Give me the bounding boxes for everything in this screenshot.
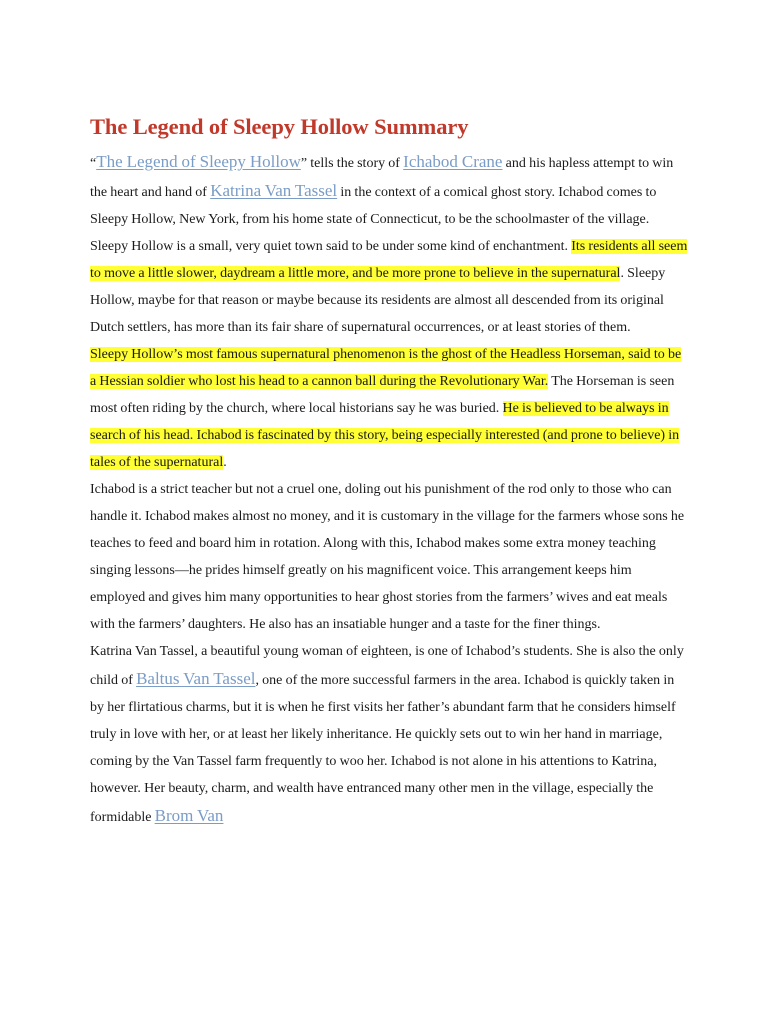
text: . xyxy=(223,455,227,470)
link-ichabod-crane[interactable]: Ichabod Crane xyxy=(403,152,503,171)
text: in the context of a comical ghost story. Ichabod comes to Sleepy Hollow, New York, from his home state of Connecticut, to be the schoolmaster of the village. Sleepy Hollow is a small, very quiet town said to be under some kind of enchantment. xyxy=(90,185,657,254)
link-legend-of-sleepy-hollow[interactable]: The Legend of Sleepy Hollow xyxy=(96,152,301,171)
text: and his hapless attempt to win the heart and hand of xyxy=(90,156,674,200)
highlighted-text: Its residents all seem to move a little slower, daydream a little more, and be more prone to believe in the supernatural xyxy=(90,239,688,281)
open-quote: “ xyxy=(90,156,97,171)
paragraph-1 xyxy=(90,148,690,341)
text: The Horseman is seen most often riding by the church, where local historians say he was buried. xyxy=(90,374,675,416)
text: . Sleepy Hollow, maybe for that reason or maybe because its residents are almost all descended from its original Dutch settlers, has more than its fair share of supernatural occurrences, or at least stories of them. xyxy=(90,266,666,335)
paragraph-2 xyxy=(90,341,690,476)
document-page xyxy=(90,110,690,831)
text: ” tells the story of xyxy=(300,156,404,171)
text: , one of the more successful farmers in the area. Ichabod is quickly taken in by her flirtatious charms, but it is when he first visits her father’s abundant farm that he considers himself truly in love with her, or at least her likely inheritance. He quickly sets out to win her hand in marriage, coming by the Van Tassel farm frequently to woo her. Ichabod is not alone in his attentions to Katrina, however. Her beauty, charm, and wealth have entranced many other men in the village, especially the formidable xyxy=(90,673,676,825)
document-title: The Legend of Sleepy Hollow Summary xyxy=(90,114,469,139)
link-brom-van[interactable]: Brom Van xyxy=(154,806,224,825)
highlighted-text: Sleepy Hollow’s most famous supernatural phenomenon is the ghost of the Headless Horseman, said to be a Hessian soldier who lost his head to a cannon ball during the Revolutionary War. xyxy=(90,347,682,389)
highlighted-text: He is believed to be always in search of his head. Ichabod is fascinated by this story, being especially interested (and prone to believe) in tales of the supernatural xyxy=(90,401,680,470)
paragraph-3: Ichabod is a strict teacher but not a cruel one, doling out his punishment of the rod only to those who can handle it. Ichabod makes almost no money, and it is customary in the village for the farmers whose sons he teaches to feed and board him in rotation. Along with this, Ichabod makes some extra money teaching singing lessons—he prides himself greatly on his magnificent voice. This arrangement keeps him employed and gives him many opportunities to hear ghost stories from the farmers’ wives and eat meals with the farmers’ daughters. He also has an insatiable hunger and a taste for the finer things. xyxy=(90,482,685,632)
paragraph-4 xyxy=(90,638,690,831)
link-katrina-van-tassel[interactable]: Katrina Van Tassel xyxy=(210,181,338,200)
link-baltus-van-tassel[interactable]: Baltus Van Tassel xyxy=(136,669,256,688)
text: Katrina Van Tassel, a beautiful young woman of eighteen, is one of Ichabod’s students. She is also the only child of xyxy=(90,644,684,688)
